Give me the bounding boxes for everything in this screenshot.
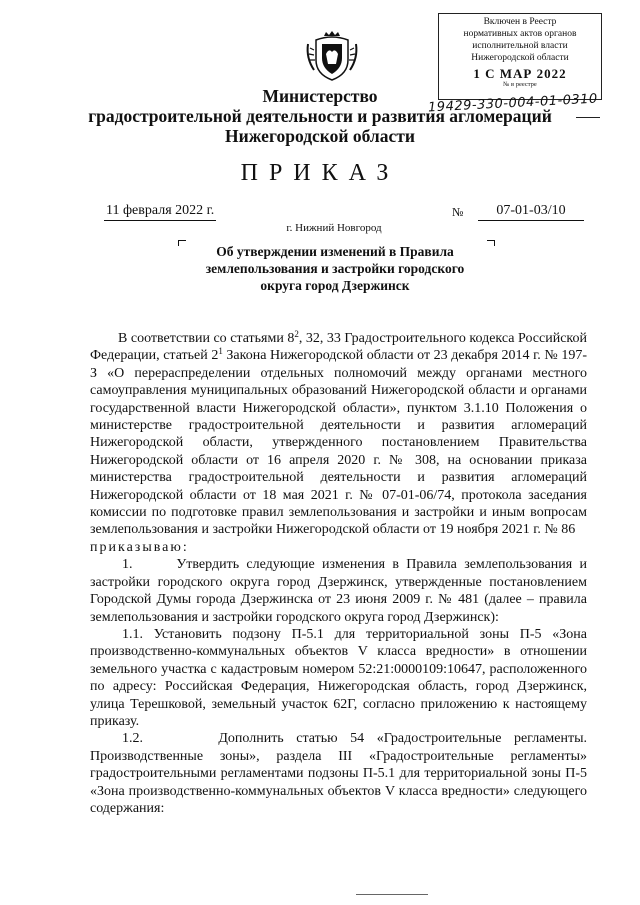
stamp-date: 1 С МАР 2022	[473, 66, 567, 81]
registry-number-handwritten: 19429-330-004-01-0310	[427, 91, 599, 116]
stamp-line: Нижегородской области	[471, 53, 569, 63]
superscript: 2	[294, 329, 299, 339]
order-word: приказываю:	[90, 539, 189, 555]
clause-1-1: 1.1. Установить подзону П-5.1 для территориальной зоны П-5 «Зона производственно-коммунальных объектов V класса вредности» в отношении земельного участка с кадастровым номером 52:21:0000109:10647, расположенного по адресу: Российская Федерация, Нижегородская область, город Дзержинск, улица Терешковой, земельный участок 62Г, согласно приложению к настоящему приказу.	[90, 626, 587, 729]
ministry-line: Министерство	[262, 86, 378, 106]
title-line: Об утверждении изменений в Правила	[216, 244, 454, 259]
text-fragment: , 32, 33 Градостроительного кодекса Российской Федерации, статьей 2	[90, 331, 587, 364]
title-line: округа город Дзержинск	[260, 278, 410, 293]
stamp-line: исполнительной власти	[472, 41, 568, 51]
text-fragment: В соответствии со статьями 8	[118, 331, 295, 346]
superscript: 1	[218, 346, 223, 357]
title-corner-right	[487, 240, 495, 246]
title-line: землепользования и застройки городского	[205, 261, 465, 276]
document-type: ПРИКАЗ	[240, 160, 400, 186]
ministry-line: градостроительной деятельности и развития агломераций	[88, 106, 552, 126]
document-date: 11 февраля 2022 г.	[104, 203, 216, 221]
ministry-line: Нижегородской области	[225, 126, 415, 146]
city: г. Нижний Новгород	[286, 222, 382, 234]
stamp-line: Включен в Реестр	[483, 17, 557, 27]
number-sign: №	[452, 205, 464, 219]
preamble-paragraph	[90, 330, 587, 539]
ministry-name	[0, 86, 640, 146]
stamp-reg-label: № в реестре	[503, 81, 537, 88]
clause-1: 1. Утвердить следующие изменения в Правила землепользования и застройки городского округа город Дзержинск, утвержденные постановлением Городской Думы города Дзержинска от 23 июня 2009 г. № 481 (далее – правила землепользования и застройки городского округа город Дзержинск):	[90, 557, 591, 625]
divider	[356, 894, 428, 895]
text-fragment: Закона Нижегородской области от 23 декабря 2014 г. № 197-З «О перераспределении отдельных полномочий между органами местного самоуправления муниципальных образований Нижегородской области и органами государственной власти Нижегородской области», пунктом 3.1.10 Положения о министерстве градостроительной деятельности и развития агломераций Нижегородской области, утвержденного постановлением Правительства Нижегородской области от 16 апреля 2020 г. № 308, на основании приказа министерства градостроительной деятельности и развития агломераций Нижегородской области от 18 мая 2021 г. № 07-01-06/74, протокола заседания комиссии по подготовке правил землепользования и застройки и иным вопросам землепользования и застройки Нижегородской области от 19 ноября 2021 г. № 86	[90, 348, 587, 538]
document-title	[190, 243, 480, 294]
stamp-line: нормативных актов органов	[463, 29, 577, 39]
coat-of-arms-icon	[304, 30, 360, 82]
title-corner-left	[178, 240, 186, 246]
clause-1-2: 1.2. Дополнить статью 54 «Градостроительные регламенты. Производственные зоны», раздела III «Градостроительные регламенты» градостроительными регламентами подзоны П-5.1 для территориальной зоны П-5 «Зона производственно-коммунальных объектов V класса вредности» следующего содержания:	[90, 731, 591, 816]
document-number: 07-01-03/10	[478, 203, 584, 221]
document-body	[90, 329, 591, 817]
